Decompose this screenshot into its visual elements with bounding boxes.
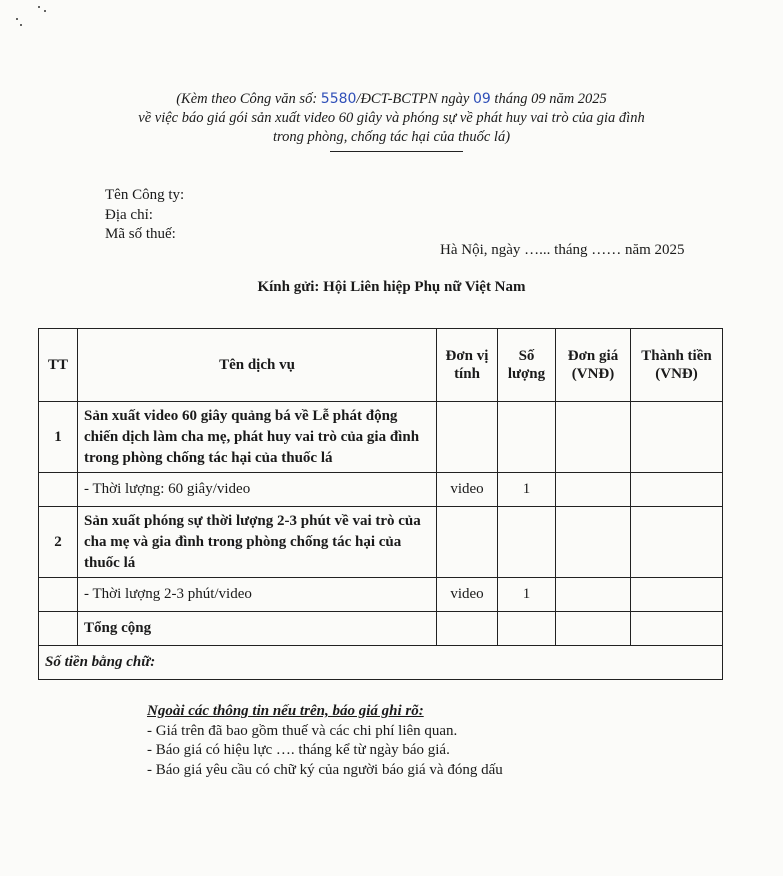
header-service: Tên dịch vụ — [78, 329, 437, 402]
header-line-1: (Kèm theo Công văn số: 5580/ĐCT-BCTPN ngày 09 tháng 09 năm 2025 — [176, 91, 607, 107]
notes-section — [147, 702, 503, 780]
row-service: - Thời lượng: 60 giây/video — [78, 473, 437, 507]
row-unit — [437, 402, 498, 473]
row-tt — [39, 578, 78, 612]
notes-item: - Báo giá yêu cầu có chữ ký của người báo giá và đóng dấu — [147, 761, 503, 778]
row-tt — [39, 473, 78, 507]
row-unit-price — [556, 578, 631, 612]
row-unit-price — [556, 473, 631, 507]
handwritten-doc-number: 5580 — [320, 91, 357, 107]
total-amount-cell — [631, 612, 723, 646]
row-amount — [631, 507, 723, 578]
table-row — [39, 507, 723, 578]
row-unit — [437, 507, 498, 578]
company-address-label: Địa chỉ: — [105, 206, 153, 223]
handwritten-day: 09 — [472, 91, 491, 107]
amount-in-words-row — [39, 646, 723, 680]
header-line-3: trong phòng, chống tác hại của thuốc lá) — [272, 129, 511, 145]
table-header-row — [39, 329, 723, 402]
company-name-label: Tên Công ty: — [105, 187, 185, 203]
row-quantity — [498, 402, 556, 473]
total-tt-cell — [39, 612, 78, 646]
total-unit-price-cell — [556, 612, 631, 646]
scan-specks — [6, 6, 46, 36]
row-quantity: 1 — [498, 473, 556, 507]
document-header — [0, 90, 783, 147]
header-amount: Thành tiền (VNĐ) — [631, 329, 723, 402]
amount-in-words-label: Số tiền bằng chữ: — [39, 646, 723, 680]
table-row — [39, 578, 723, 612]
row-tt: 2 — [39, 507, 78, 578]
header-divider — [330, 151, 463, 152]
company-info — [105, 186, 184, 245]
row-unit-price — [556, 402, 631, 473]
header-unit-price: Đơn giá (VNĐ) — [556, 329, 631, 402]
notes-item: - Giá trên đã bao gồm thuế và các chi phí liên quan. — [147, 722, 458, 739]
row-amount — [631, 402, 723, 473]
recipient-line: Kính gửi: Hội Liên hiệp Phụ nữ Việt Nam — [257, 279, 526, 295]
row-service: Sản xuất video 60 giây quảng bá về Lễ phát động chiến dịch làm cha mẹ, phát huy vai trò của gia đình trong phòng chống tác hại của thuốc lá — [78, 402, 437, 473]
total-unit-cell — [437, 612, 498, 646]
total-label: Tổng cộng — [78, 612, 437, 646]
row-unit: video — [437, 473, 498, 507]
row-amount — [631, 578, 723, 612]
row-quantity — [498, 507, 556, 578]
place-date: Hà Nội, ngày …... tháng …… năm 2025 — [440, 242, 685, 258]
row-amount — [631, 473, 723, 507]
row-unit: video — [437, 578, 498, 612]
header-quantity: Số lượng — [498, 329, 556, 402]
header-tt: TT — [39, 329, 78, 402]
row-service: - Thời lượng 2-3 phút/video — [78, 578, 437, 612]
row-service: Sản xuất phóng sự thời lượng 2-3 phút về vai trò của cha mẹ và gia đình trong phòng chống tác hại của thuốc lá — [78, 507, 437, 578]
total-quantity-cell — [498, 612, 556, 646]
header-unit: Đơn vị tính — [437, 329, 498, 402]
company-tax-label: Mã số thuế: — [105, 226, 176, 242]
table-row — [39, 473, 723, 507]
notes-title: Ngoài các thông tin nếu trên, báo giá ghi rõ: — [147, 703, 424, 719]
header-line-2: về việc báo giá gói sản xuất video 60 giây và phóng sự về phát huy vai trò của gia đình — [138, 110, 645, 126]
quotation-table — [38, 328, 723, 680]
row-quantity: 1 — [498, 578, 556, 612]
row-unit-price — [556, 507, 631, 578]
notes-item: - Báo giá có hiệu lực …. tháng kể từ ngày báo giá. — [147, 742, 450, 758]
table-row — [39, 402, 723, 473]
row-tt: 1 — [39, 402, 78, 473]
total-row — [39, 612, 723, 646]
